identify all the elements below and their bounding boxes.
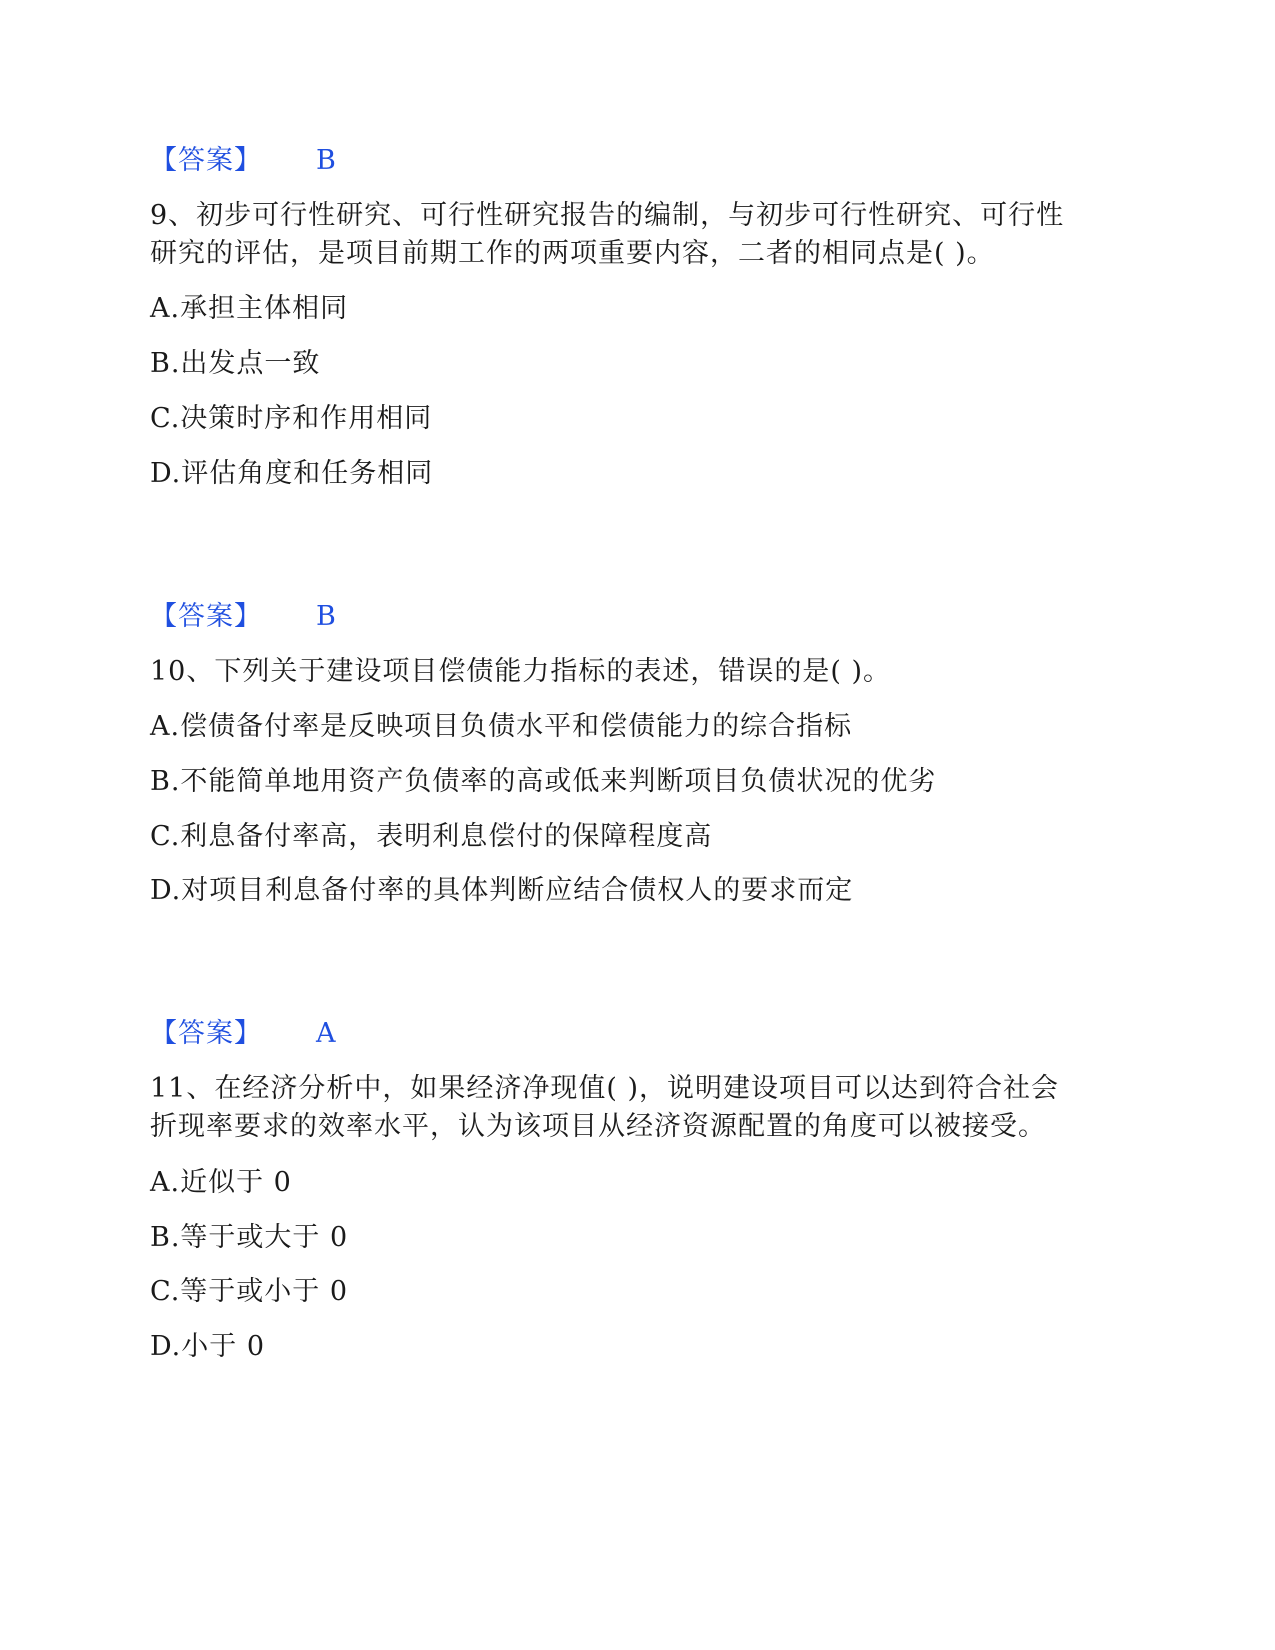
option-c: C.等于或小于 0 (150, 1276, 349, 1307)
option-d: D.对项目利息备付率的具体判断应结合债权人的要求而定 (150, 875, 854, 906)
option-c: C.决策时序和作用相同 (150, 403, 433, 434)
answer-row (150, 143, 337, 179)
answer-value: A (316, 1018, 337, 1049)
answer-row (150, 1016, 337, 1052)
answer-label: 【答案】 (150, 145, 262, 176)
option-c: C.利息备付率高，表明利息偿付的保障程度高 (150, 821, 713, 852)
option-b: B.不能简单地用资产负债率的高或低来判断项目负债状况的优劣 (150, 766, 937, 797)
option-a: A.承担主体相同 (150, 293, 349, 324)
option-d: D.小于 0 (150, 1331, 266, 1362)
answer-value: B (316, 601, 337, 632)
answer-row (150, 599, 337, 635)
option-a: A.偿债备付率是反映项目负债水平和偿债能力的综合指标 (150, 711, 853, 742)
question-text: 11、在经济分析中，如果经济净现值( )，说明建设项目可以达到符合社会 (150, 1073, 1060, 1104)
option-b: B.出发点一致 (150, 348, 321, 379)
answer-label: 【答案】 (150, 601, 262, 632)
option-d: D.评估角度和任务相同 (150, 458, 434, 489)
answer-label: 【答案】 (150, 1018, 262, 1049)
question-text: 研究的评估，是项目前期工作的两项重要内容，二者的相同点是( )。 (150, 238, 995, 269)
option-a: A.近似于 0 (150, 1167, 292, 1198)
question-text: 9、初步可行性研究、可行性研究报告的编制，与初步可行性研究、可行性 (150, 200, 1065, 231)
option-b: B.等于或大于 0 (150, 1222, 349, 1253)
question-text: 折现率要求的效率水平，认为该项目从经济资源配置的角度可以被接受。 (150, 1111, 1046, 1142)
question-text: 10、下列关于建设项目偿债能力指标的表述，错误的是( )。 (150, 656, 892, 687)
answer-value: B (316, 145, 337, 176)
